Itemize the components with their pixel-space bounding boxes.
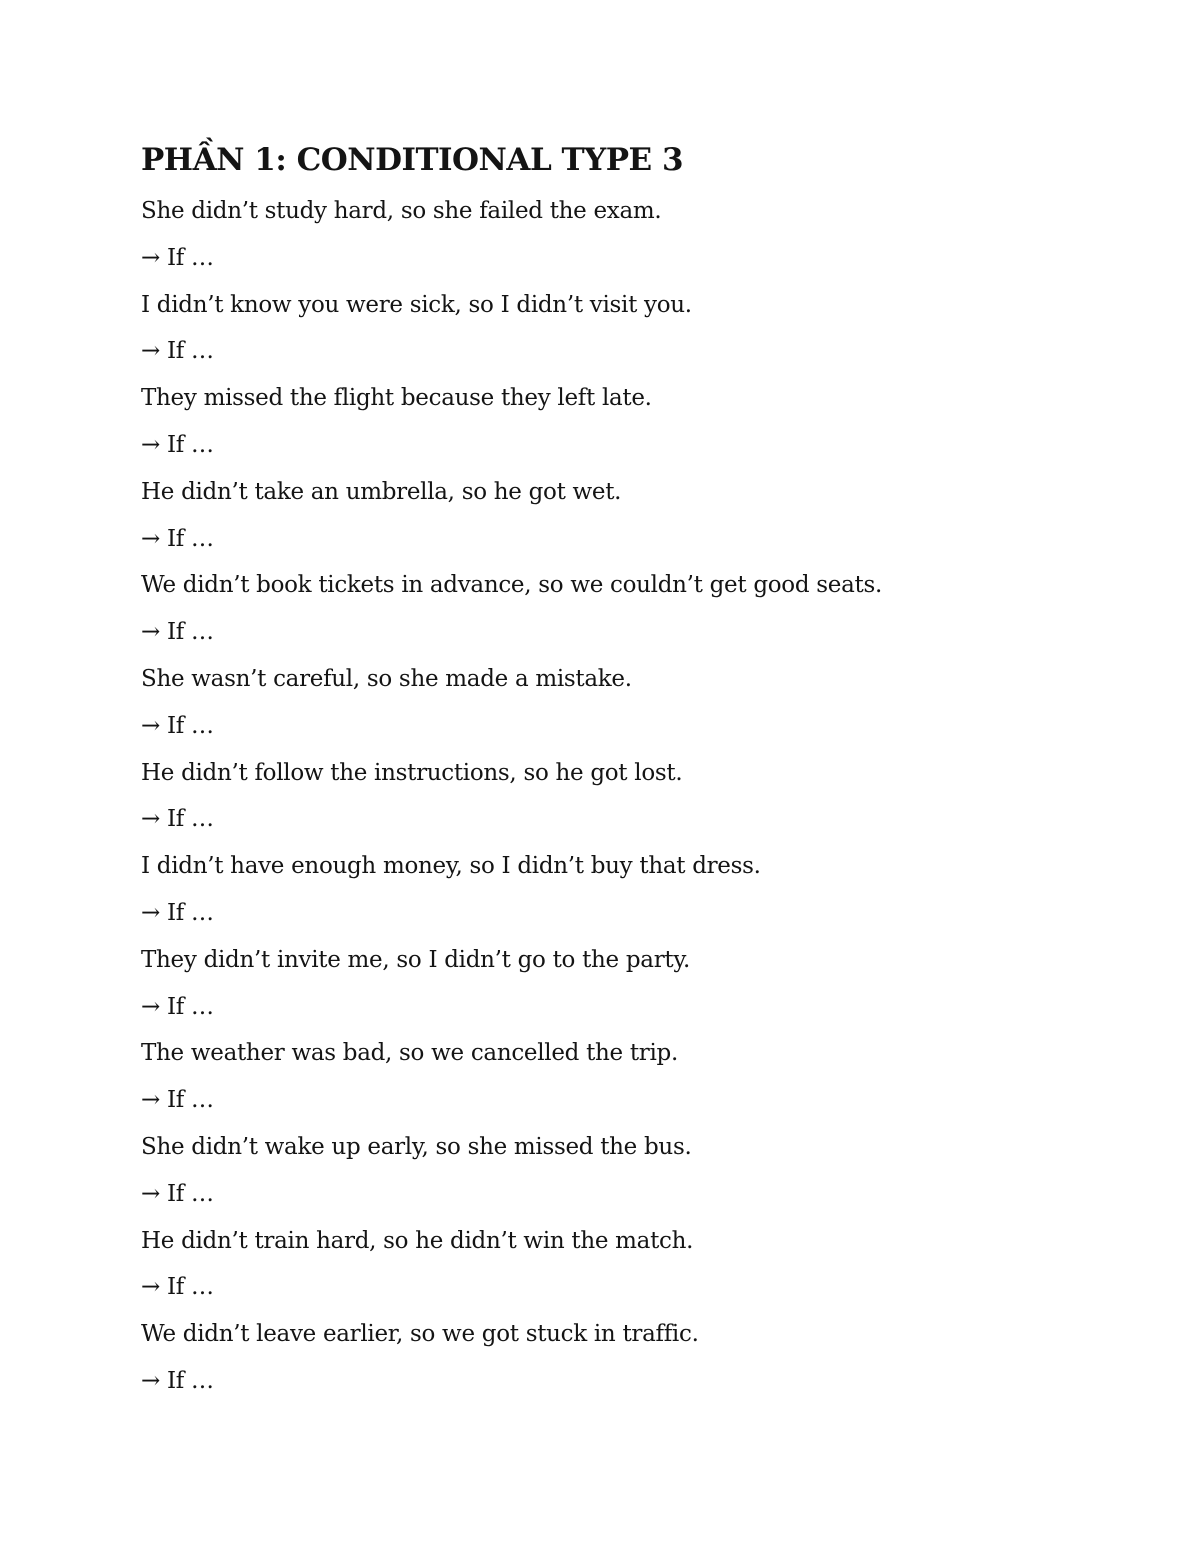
answer-prompt: → If …: [141, 1367, 214, 1394]
exercise-sentence: We didn’t leave earlier, so we got stuck in traffic.: [141, 1321, 699, 1348]
exercise-sentence: I didn’t know you were sick, so I didn’t visit you.: [141, 291, 692, 318]
exercise-sentence: She didn’t study hard, so she failed the exam.: [141, 198, 662, 224]
answer-prompt: → If …: [141, 1087, 214, 1114]
answer-prompt: → If …: [141, 1274, 214, 1301]
exercise-sentence: He didn’t train hard, so he didn’t win the match.: [141, 1227, 694, 1254]
exercise-sentence: They didn’t invite me, so I didn’t go to the party.: [141, 946, 690, 973]
exercise-sentence: She didn’t wake up early, so she missed the bus.: [141, 1133, 692, 1160]
answer-prompt: → If …: [141, 619, 214, 646]
exercise-sentence: The weather was bad, so we cancelled the trip.: [141, 1040, 678, 1067]
answer-prompt: → If …: [141, 993, 214, 1020]
answer-prompt: → If …: [141, 1180, 214, 1207]
answer-prompt: → If …: [141, 338, 214, 365]
document-page: [141, 0, 1141, 1553]
page-title: PHẦN 1: CONDITIONAL TYPE 3: [141, 142, 684, 178]
answer-prompt: → If …: [141, 806, 214, 833]
exercise-sentence: She wasn’t careful, so she made a mistake.: [141, 665, 632, 692]
answer-prompt: → If …: [141, 712, 214, 739]
answer-prompt: → If …: [141, 431, 214, 458]
answer-prompt: → If …: [141, 244, 214, 271]
exercise-sentence: He didn’t take an umbrella, so he got wet.: [141, 478, 622, 505]
exercise-sentence: We didn’t book tickets in advance, so we couldn’t get good seats.: [141, 572, 882, 599]
answer-prompt: → If …: [141, 899, 214, 926]
exercise-sentence: I didn’t have enough money, so I didn’t buy that dress.: [141, 853, 761, 880]
exercise-list: [141, 193, 882, 1410]
exercise-sentence: They missed the flight because they left late.: [141, 385, 652, 412]
exercise-sentence: He didn’t follow the instructions, so he got lost.: [141, 759, 683, 786]
answer-prompt: → If …: [141, 525, 214, 552]
